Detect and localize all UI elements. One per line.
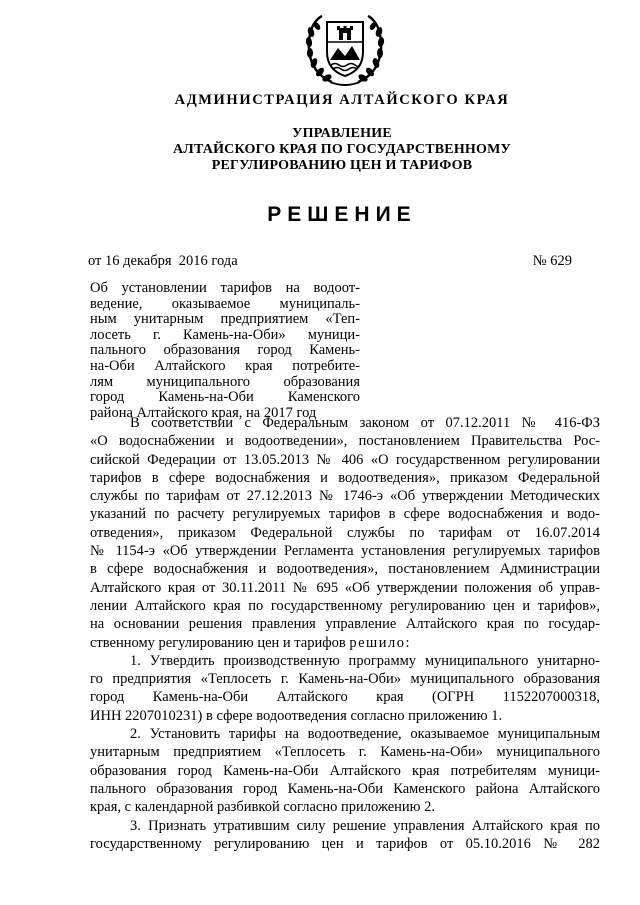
department-name bbox=[0, 126, 640, 174]
body-line: пального образования город Камень-на-Оби Каменского района Алтайского bbox=[90, 780, 600, 797]
body-line bbox=[90, 634, 600, 652]
subject-line: ведение, оказываемое муниципаль- bbox=[90, 295, 360, 312]
department-line: РЕГУЛИРОВАНИЮ ЦЕН И ТАРИФОВ bbox=[211, 158, 473, 173]
department-line: АЛТАЙСКОГО КРАЯ ПО ГОСУДАРСТВЕННОМУ bbox=[173, 142, 511, 157]
body-line: В соответствии с Федеральным законом от 07.12.2011 № 416-ФЗ bbox=[130, 415, 600, 431]
subject-line: лосеть г. Камень-на-Оби» муници- bbox=[90, 326, 360, 343]
body-line: «О водоснабжении и водоотведении», постановлением Правительства Рос- bbox=[90, 433, 600, 450]
subject-line: на-Оби Алтайского края потребите- bbox=[90, 357, 360, 374]
subject-line: пального образования город Камень- bbox=[90, 342, 360, 359]
body-line: на основании решения правления управление Алтайского края по государ- bbox=[90, 616, 600, 633]
subject-line: лям муниципального образования bbox=[90, 373, 360, 390]
body-line: го предприятия «Теплосеть г. Камень-на-Оби» муниципального образования bbox=[90, 671, 600, 688]
body-line: службы по тарифам от 27.12.2013 № 1746-э «Об утверждении Методических bbox=[90, 488, 600, 505]
document-body bbox=[90, 414, 600, 853]
body-line: сийской Федерации от 13.05.2013 № 406 «О государственном регулировании bbox=[90, 451, 600, 468]
body-line: государственному регулированию цен и тарифов от 05.10.2016 № 282 bbox=[90, 835, 600, 852]
subject-line: ным унитарным предприятием «Теп- bbox=[90, 311, 360, 328]
document-subject bbox=[90, 281, 360, 421]
document-number: № 629 bbox=[532, 253, 572, 269]
body-line-text: ственному регулированию цен и тарифов bbox=[90, 634, 346, 651]
department-line: УПРАВЛЕНИЕ bbox=[292, 126, 392, 141]
body-line: лении Алтайского края по государственному регулированию цен и тарифов», bbox=[90, 597, 600, 614]
body-line: Алтайского края от 30.11.2011 № 695 «Об утверждении положения об управ- bbox=[90, 579, 600, 596]
body-line: отведения», приказом Федеральной службы по тарифам от 16.07.2014 bbox=[90, 524, 600, 541]
body-line: 2. Установить тарифы на водоотведение, оказываемое муниципальным bbox=[130, 726, 600, 743]
body-line: унитарным предприятием «Теплосеть г. Камень-на-Оби» муниципального bbox=[90, 744, 600, 761]
body-line: края, с календарной разбивкой согласно приложению 2. bbox=[90, 799, 435, 816]
body-line: тарифов в сфере водоснабжения и водоотведения», приказом Федеральной bbox=[90, 469, 600, 486]
subject-line: город Камень-на-Оби Каменского bbox=[90, 389, 360, 406]
coat-of-arms-icon bbox=[302, 8, 388, 88]
body-line: ИНН 2207010231) в сфере водоотведения согласно приложению 1. bbox=[90, 707, 503, 724]
body-line: образования город Камень-на-Оби Алтайского края потребителям муници- bbox=[90, 762, 600, 779]
subject-line: района Алтайского края, на 2017 год bbox=[90, 404, 317, 421]
document-type-title: РЕШЕНИЕ bbox=[267, 203, 417, 226]
subject-line: Об установлении тарифов на водоот- bbox=[90, 280, 360, 296]
body-line: № 1154-э «Об утверждении Регламента установления регулируемых тарифов bbox=[90, 543, 600, 560]
organization-name: АДМИНИСТРАЦИЯ АЛТАЙСКОГО КРАЯ bbox=[174, 92, 510, 108]
body-line: 1. Утвердить производственную программу муниципального унитарно- bbox=[130, 652, 600, 669]
body-line: в сфере водоснабжения и водоотведения», постановлением Администрации bbox=[90, 561, 600, 578]
document-date: от 16 декабря 2016 года bbox=[88, 253, 238, 269]
resolved-word: решило: bbox=[349, 634, 412, 651]
body-line: город Камень-на-Оби Алтайского края (ОГРН 1152207000318, bbox=[90, 689, 600, 706]
body-line: указаний по расчету регулируемых тарифов в сфере водоснабжения и водо- bbox=[90, 506, 600, 523]
body-line: 3. Признать утратившим силу решение управления Алтайского края по bbox=[130, 817, 600, 834]
